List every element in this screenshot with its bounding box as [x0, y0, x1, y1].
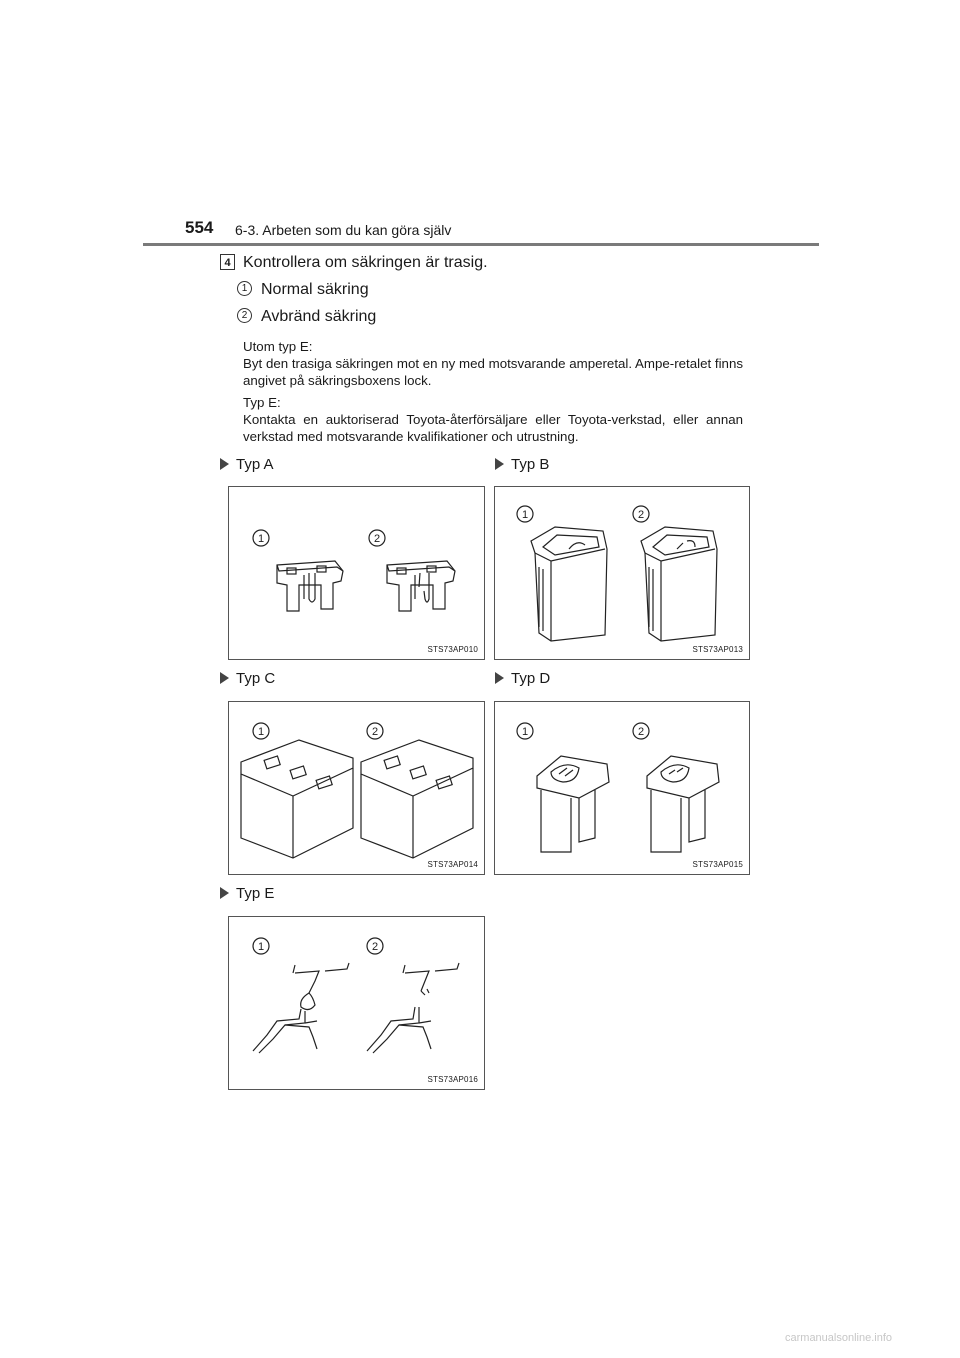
section-title: 6-3. Arbeten som du kan göra själv — [235, 222, 452, 238]
figure-marker-1: 1 — [257, 726, 265, 738]
figure-marker-2: 2 — [373, 533, 381, 545]
triangle-bullet-icon — [495, 458, 504, 470]
paragraph-text: Byt den trasiga säkringen mot en ny med motsvarande amperetal. Ampe-retalet finns angivet på säkringsboxens lock. — [243, 356, 743, 388]
figure-code: STS73AP013 — [692, 645, 743, 654]
figure-code: STS73AP014 — [427, 860, 478, 869]
type-d-label: Typ D — [495, 670, 550, 687]
figure-code: STS73AP010 — [427, 645, 478, 654]
type-b-label: Typ B — [495, 456, 549, 473]
figure-code: STS73AP016 — [427, 1075, 478, 1084]
type-c-label: Typ C — [220, 670, 275, 687]
paragraph-text: Kontakta en auktoriserad Toyota-återförsäljare eller Toyota-verkstad, eller annan verkstad med motsvarande kvalifikationer och utrustning. — [243, 412, 743, 444]
figure-type-c — [228, 701, 485, 875]
paragraph-except-e — [243, 338, 743, 389]
step-title: Kontrollera om säkringen är trasig. — [243, 254, 488, 271]
figure-type-a — [228, 486, 485, 660]
paragraph-heading: Utom typ E: — [243, 339, 313, 354]
figure-marker-1: 1 — [257, 533, 265, 545]
figure-code: STS73AP015 — [692, 860, 743, 869]
item-marker-1: 1 — [237, 281, 252, 296]
triangle-bullet-icon — [220, 672, 229, 684]
paragraph-type-e — [243, 394, 743, 445]
figure-type-e — [228, 916, 485, 1090]
figure-marker-2: 2 — [371, 726, 379, 738]
figure-marker-2: 2 — [637, 726, 645, 738]
figure-marker-2: 2 — [637, 509, 645, 521]
figure-type-b — [494, 486, 750, 660]
figure-marker-1: 1 — [521, 726, 529, 738]
item-label-blown: Avbränd säkring — [261, 308, 377, 325]
triangle-bullet-icon — [220, 458, 229, 470]
item-label-normal: Normal säkring — [261, 281, 369, 298]
footer-watermark: carmanualsonline.info — [785, 1332, 893, 1344]
triangle-bullet-icon — [220, 887, 229, 899]
figure-type-d — [494, 701, 750, 875]
triangle-bullet-icon — [495, 672, 504, 684]
fuse-type-c-illustration — [229, 702, 485, 875]
header-divider — [143, 243, 819, 246]
fuse-type-b-illustration — [495, 487, 750, 660]
type-e-label: Typ E — [220, 885, 274, 902]
figure-marker-2: 2 — [371, 941, 379, 953]
fuse-type-a-illustration — [229, 487, 485, 660]
paragraph-heading: Typ E: — [243, 395, 281, 410]
fuse-type-d-illustration — [495, 702, 750, 875]
item-marker-2: 2 — [237, 308, 252, 323]
step-number-box: 4 — [220, 254, 235, 270]
figure-marker-1: 1 — [521, 509, 529, 521]
type-a-label: Typ A — [220, 456, 274, 473]
figure-marker-1: 1 — [257, 941, 265, 953]
page-number: 554 — [185, 218, 214, 237]
fuse-type-e-illustration — [229, 917, 485, 1090]
